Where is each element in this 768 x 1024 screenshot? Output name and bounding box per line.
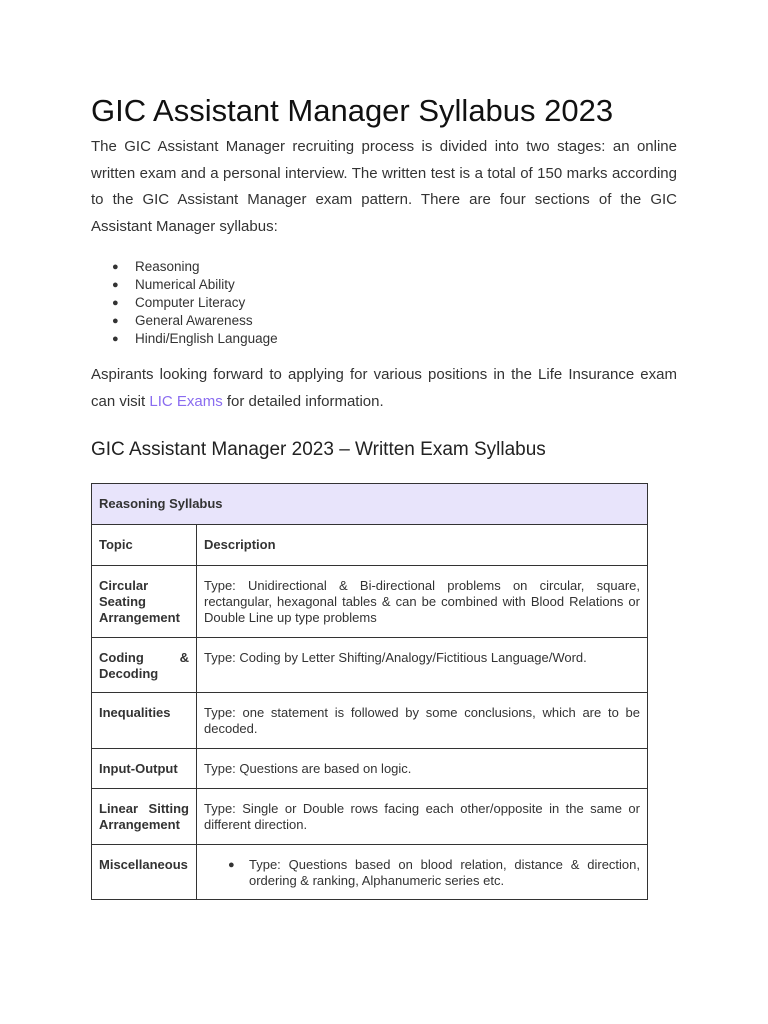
list-item <box>91 276 278 294</box>
list-item-label: Hindi/English Language <box>135 331 278 346</box>
description-cell: Type: Coding by Letter Shifting/Analogy/Fictitious Language/Word. <box>197 638 648 693</box>
table-title: Reasoning Syllabus <box>92 484 648 525</box>
aspirants-text-before: Aspirants looking forward to applying for various positions in the Life Insurance exam can visit <box>91 366 677 410</box>
table-row <box>92 693 648 749</box>
description-cell: Type: Unidirectional & Bi-directional problems on circular, square, rectangular, hexagonal tables & can be combined with Blood Relations or Double Line up type problems <box>197 566 648 638</box>
list-item-label: Numerical Ability <box>135 277 235 292</box>
description-text: Type: Questions based on blood relation, distance & direction, ordering & ranking, Alphanumeric series etc. <box>249 857 640 888</box>
syllabus-table <box>91 483 648 900</box>
intro-paragraph: The GIC Assistant Manager recruiting process is divided into two stages: an online written exam and a personal interview. The written test is a total of 150 marks according to the GIC Assistant Manager exam pattern. There are four sections of the GIC Assistant Manager syllabus: <box>91 138 677 235</box>
description-cell: Type: Single or Double rows facing each other/opposite in the same or different direction. <box>197 789 648 845</box>
lic-exams-link[interactable]: LIC Exams <box>149 393 223 410</box>
bullet-icon: ● <box>112 315 119 327</box>
description-bullet-item <box>204 857 640 889</box>
table-title-row <box>92 484 648 525</box>
description-cell: Type: Questions are based on logic. <box>197 749 648 789</box>
bullet-icon: ● <box>112 279 119 291</box>
topic-cell: Miscellaneous <box>92 845 197 900</box>
bullet-icon: ● <box>112 297 119 309</box>
bullet-icon: ● <box>228 859 235 871</box>
topic-cell: Circular Seating Arrangement <box>92 566 197 638</box>
table-row <box>92 749 648 789</box>
topic-cell: Input-Output <box>92 749 197 789</box>
topic-cell: Linear Sitting Arrangement <box>92 789 197 845</box>
section-heading: GIC Assistant Manager 2023 – Written Exam Syllabus <box>91 439 546 460</box>
aspirants-paragraph <box>91 361 677 415</box>
list-item-label: General Awareness <box>135 313 253 328</box>
topic-cell: Inequalities <box>92 693 197 749</box>
list-item <box>91 258 278 276</box>
column-header-description: Description <box>197 525 648 566</box>
list-item-label: Reasoning <box>135 259 200 274</box>
list-item-label: Computer Literacy <box>135 295 246 310</box>
description-cell <box>197 845 648 900</box>
list-item <box>91 330 278 348</box>
table-row <box>92 566 648 638</box>
table-row <box>92 638 648 693</box>
table-header-row <box>92 525 648 566</box>
description-cell: Type: one statement is followed by some conclusions, which are to be decoded. <box>197 693 648 749</box>
table-row <box>92 845 648 900</box>
bullet-icon: ● <box>112 261 119 273</box>
sections-list <box>91 258 278 348</box>
topic-text: Coding & Decoding <box>99 650 189 681</box>
page-title: GIC Assistant Manager Syllabus 2023 <box>91 93 614 128</box>
list-item <box>91 312 278 330</box>
topic-cell <box>92 638 197 693</box>
list-item <box>91 294 278 312</box>
table-row <box>92 789 648 845</box>
bullet-icon: ● <box>112 333 119 345</box>
aspirants-text-after: for detailed information. <box>222 393 384 410</box>
column-header-topic: Topic <box>92 525 197 566</box>
